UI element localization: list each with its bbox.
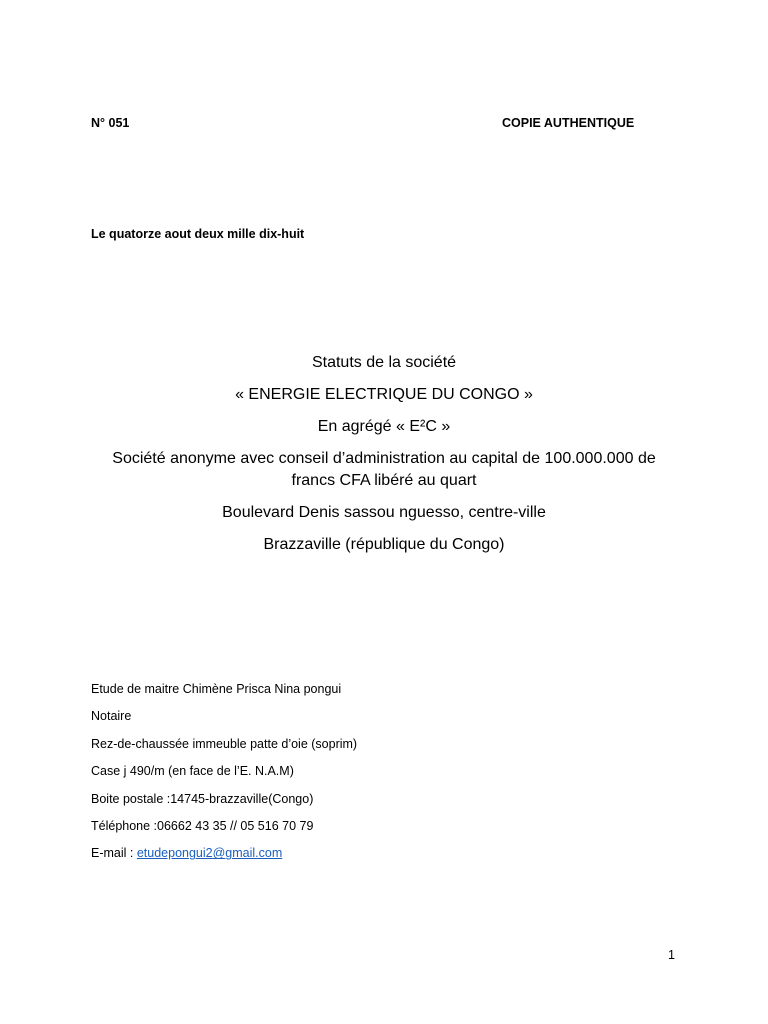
email-label: E-mail : [91, 846, 137, 861]
document-number: N° 051 [91, 116, 130, 130]
title-block [90, 352, 678, 566]
title-line-company-name: « ENERGIE ELECTRIQUE DU CONGO » [235, 386, 533, 403]
contact-address-line2: Case j 490/m (en face de l’E. N.A.M) [91, 764, 294, 779]
title-line-statuts: Statuts de la société [311, 354, 457, 371]
contact-role: Notaire [91, 709, 132, 724]
copy-label: COPIE AUTHENTIQUE [502, 116, 635, 130]
contact-address-line1: Rez-de-chaussée immeuble patte d’oie (soprim) [91, 736, 358, 751]
contact-block [91, 681, 357, 873]
contact-email-row [91, 845, 357, 872]
contact-office: Etude de maitre Chimène Prisca Nina pongui [91, 682, 342, 696]
email-link[interactable]: etudepongui2@gmail.com [136, 846, 283, 861]
page-number: 1 [668, 948, 675, 962]
title-line-abbreviation: En agrégé « E²C » [317, 418, 451, 435]
title-line-address: Boulevard Denis sassou nguesso, centre-ville [222, 504, 546, 521]
title-line-company-type: Société anonyme avec conseil d’administration au capital de 100.000.000 de francs CFA libéré au quart [112, 450, 656, 489]
contact-phone: Téléphone :06662 43 35 // 05 516 70 79 [91, 818, 314, 833]
contact-po-box: Boite postale :14745-brazzaville(Congo) [91, 791, 314, 806]
title-line-city: Brazzaville (république du Congo) [263, 536, 505, 553]
date-line: Le quatorze aout deux mille dix-huit [91, 227, 305, 241]
